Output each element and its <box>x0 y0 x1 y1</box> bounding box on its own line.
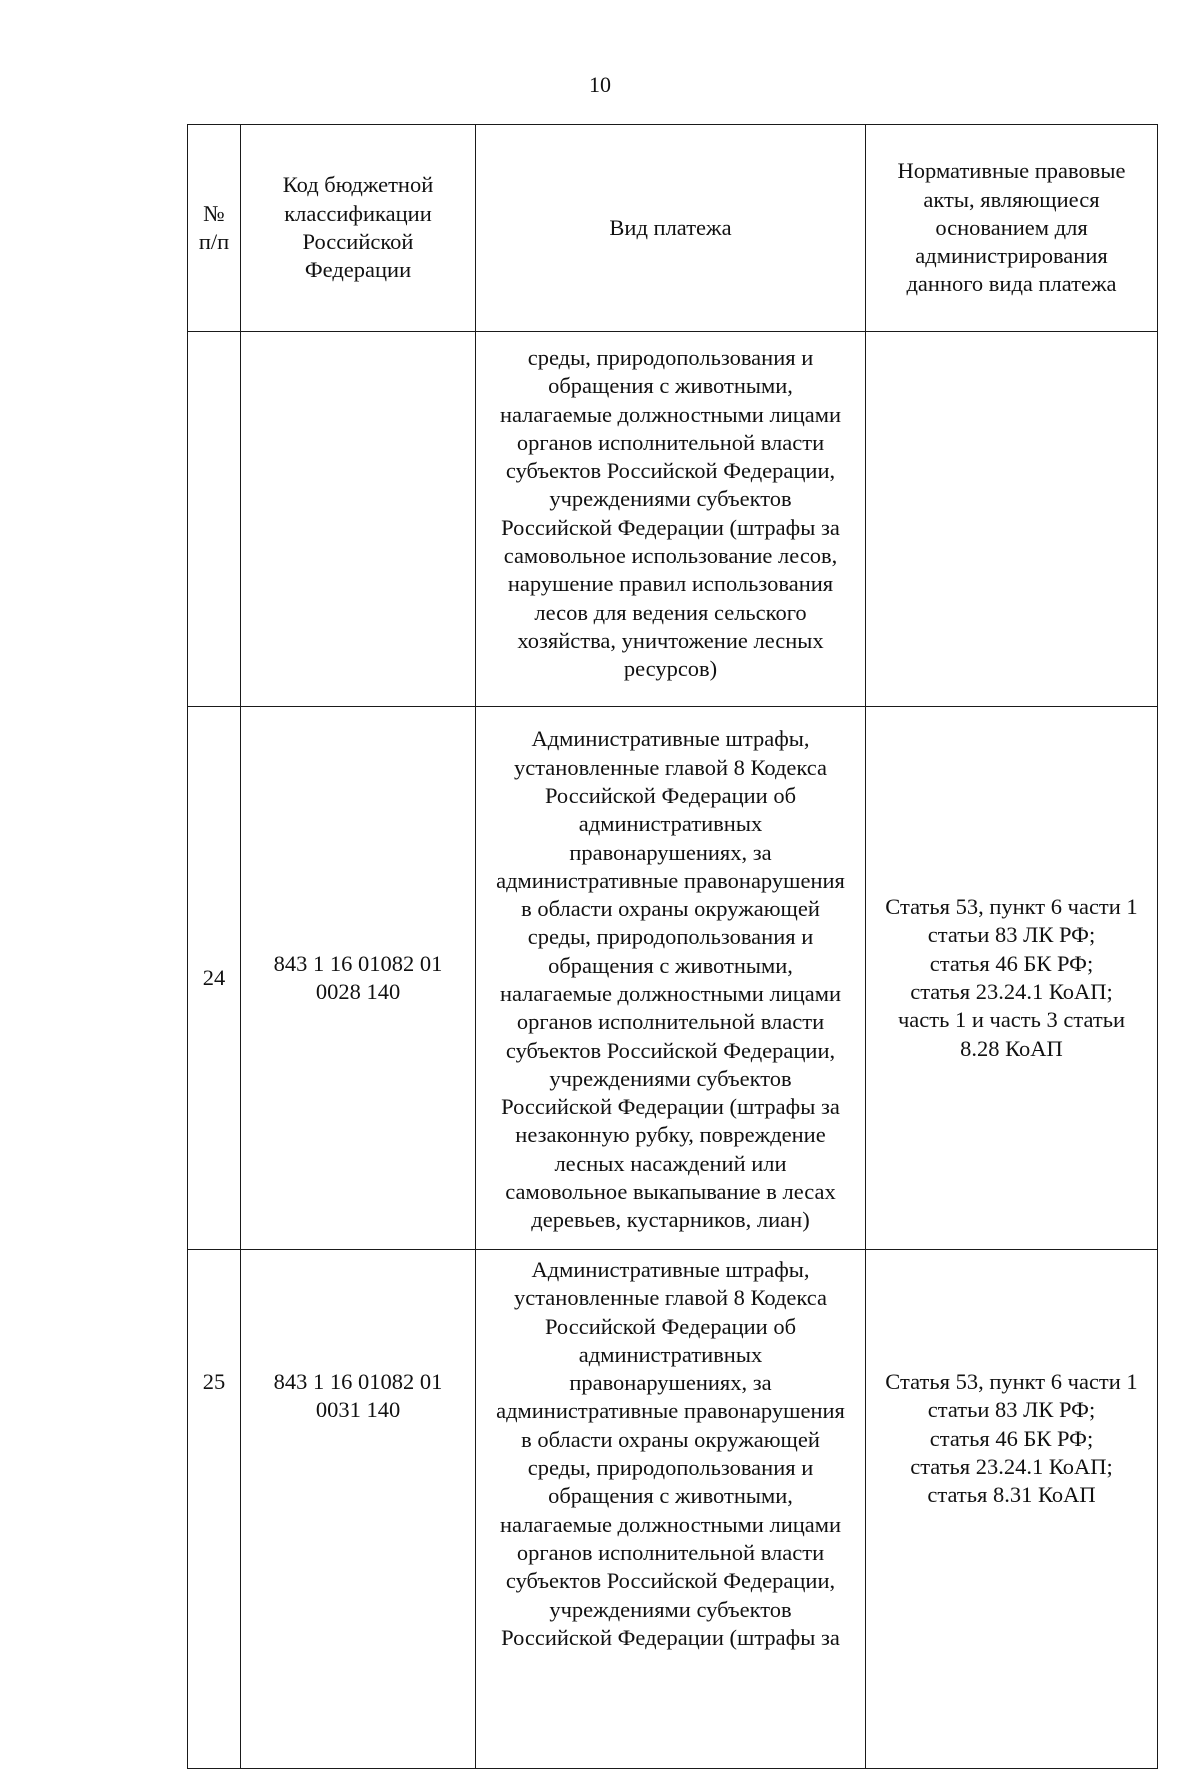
cell-text-line: 843 1 16 01082 01 <box>273 1369 443 1394</box>
cell-text-line: установленные главой 8 Кодекса <box>513 754 828 780</box>
cell-text-line: Российской Федерации (штрафы за <box>501 1624 840 1650</box>
cell-text-line: в области охраны окружающей <box>521 896 820 922</box>
row-legal-acts <box>866 332 1158 707</box>
cell-text-line: субъектов Российской Федерации, <box>505 1037 836 1063</box>
header-legal-acts <box>866 125 1158 332</box>
cell-text-line: незаконную рубку, повреждение <box>515 1122 826 1148</box>
cell-text-line: статья 23.24.1 КоАП; <box>910 1453 1113 1479</box>
cell-text-line: субъектов Российской Федерации, <box>505 458 836 484</box>
cell-text-line: учреждениями субъектов <box>549 1065 792 1091</box>
cell-text-line: органов исполнительной власти <box>516 1539 825 1565</box>
cell-text-line: акты, являющиеся <box>923 186 1100 212</box>
cell-text-line: классификации <box>284 200 432 226</box>
cell-text-line: среды, природопользования и <box>527 924 814 950</box>
cell-text-line: административные правонарушения <box>496 1398 845 1424</box>
row-number <box>188 332 241 707</box>
cell-text-line: правонарушениях, за <box>569 1370 772 1396</box>
row-code <box>241 707 476 1250</box>
cell-text-line: учреждениями субъектов <box>549 486 792 512</box>
cell-text-line: обращения с животными, <box>548 373 793 399</box>
cell-text-line: налагаемые должностными лицами <box>499 401 842 427</box>
cell-text-line: 0028 140 <box>315 979 401 1004</box>
cell-text-line: часть 1 и часть 3 статьи <box>897 1007 1126 1033</box>
cell-text-line: Российской Федерации (штрафы за <box>501 1094 840 1120</box>
row-code <box>241 332 476 707</box>
cell-text-line: налагаемые должностными лицами <box>499 981 842 1006</box>
table-header-row <box>188 125 1158 332</box>
cell-text-line: обращения с животными, <box>548 1483 793 1509</box>
cell-text-line: Код бюджетной <box>282 172 434 198</box>
row-legal-acts <box>866 707 1158 1250</box>
row-payment-type <box>476 707 866 1250</box>
cell-text-line: администрирования <box>915 243 1108 269</box>
cell-text-line: налагаемые должностными лицами <box>499 1511 842 1537</box>
cell-text-line: Российской <box>302 229 414 254</box>
row-number: 25 <box>188 1250 241 1769</box>
cell-text-line: 843 1 16 01082 01 <box>273 950 443 976</box>
row-number: 24 <box>188 707 241 1250</box>
cell-text-line: статья 46 БК РФ; <box>929 1425 1094 1451</box>
cell-text-line: среды, природопользования и <box>527 345 814 370</box>
cell-text-line: статья 46 БК РФ; <box>929 950 1094 976</box>
header-code <box>241 125 476 332</box>
cell-text-line: п/п <box>198 229 230 254</box>
cell-text-line: Административные штрафы, <box>531 726 810 752</box>
table-row <box>188 707 1158 1250</box>
cell-text-line: деревьев, кустарников, лиан) <box>531 1207 810 1233</box>
row-payment-type <box>476 332 866 707</box>
cell-text-line: хозяйства, уничтожение лесных <box>517 627 824 653</box>
cell-text-line: самовольное выкапывание в лесах <box>505 1179 836 1205</box>
budget-classification-table <box>187 124 1158 1769</box>
cell-text-line: обращения с животными, <box>548 952 793 978</box>
cell-text-line: в области охраны окружающей <box>521 1426 820 1452</box>
cell-text-line: Вид платежа <box>609 214 732 240</box>
cell-text-line: Российской Федерации об <box>544 1313 797 1339</box>
cell-text-line: 8.28 КоАП <box>960 1035 1063 1061</box>
cell-text-line: основанием для <box>935 214 1088 240</box>
cell-text-line: статьи 83 ЛК РФ; <box>927 922 1096 948</box>
cell-text-line: данного вида платежа <box>906 271 1117 297</box>
cell-text-line: 0031 140 <box>315 1397 401 1423</box>
cell-text-line: Федерации <box>304 257 412 283</box>
cell-text-line: лесов для ведения сельского <box>534 599 807 625</box>
cell-text-line: статьи 83 ЛК РФ; <box>927 1397 1096 1423</box>
cell-text-line: статья 23.24.1 КоАП; <box>910 979 1113 1004</box>
cell-text-line: Статья 53, пункт 6 части 1 <box>885 1369 1138 1394</box>
cell-text-line: установленные главой 8 Кодекса <box>513 1285 828 1311</box>
row-legal-acts <box>866 1250 1158 1769</box>
row-code <box>241 1250 476 1769</box>
cell-text-line: Статья 53, пункт 6 части 1 <box>885 894 1138 920</box>
cell-text-line: статья 8.31 КоАП <box>927 1482 1096 1508</box>
header-payment-type <box>476 125 866 332</box>
cell-text-line: административных <box>578 811 763 837</box>
cell-text-line: Российской Федерации об <box>544 782 797 808</box>
page-number: 10 <box>589 72 611 97</box>
cell-text-line: Административные штрафы, <box>531 1257 810 1282</box>
table-row <box>188 1250 1158 1769</box>
cell-text-line: самовольное использование лесов, <box>503 543 838 569</box>
table-row <box>188 332 1158 707</box>
header-number <box>188 125 241 332</box>
row-payment-type <box>476 1250 866 1769</box>
cell-text-line: органов исполнительной власти <box>516 429 825 455</box>
cell-text-line: субъектов Российской Федерации, <box>505 1568 836 1594</box>
cell-text-line: Нормативные правовые <box>897 158 1126 184</box>
cell-text-line: правонарушениях, за <box>569 839 772 865</box>
cell-text-line: административные правонарушения <box>496 867 845 893</box>
cell-text-line: органов исполнительной власти <box>516 1009 825 1035</box>
cell-text-line: учреждениями субъектов <box>549 1596 792 1622</box>
cell-text-line: Российской Федерации (штрафы за <box>501 514 840 540</box>
cell-text-line: среды, природопользования и <box>527 1455 814 1481</box>
cell-text-line: № <box>203 200 225 226</box>
cell-text-line: ресурсов) <box>623 656 718 682</box>
cell-text-line: лесных насаждений или <box>554 1150 787 1176</box>
cell-text-line: административных <box>578 1341 763 1367</box>
cell-text-line: нарушение правил использования <box>507 571 834 597</box>
